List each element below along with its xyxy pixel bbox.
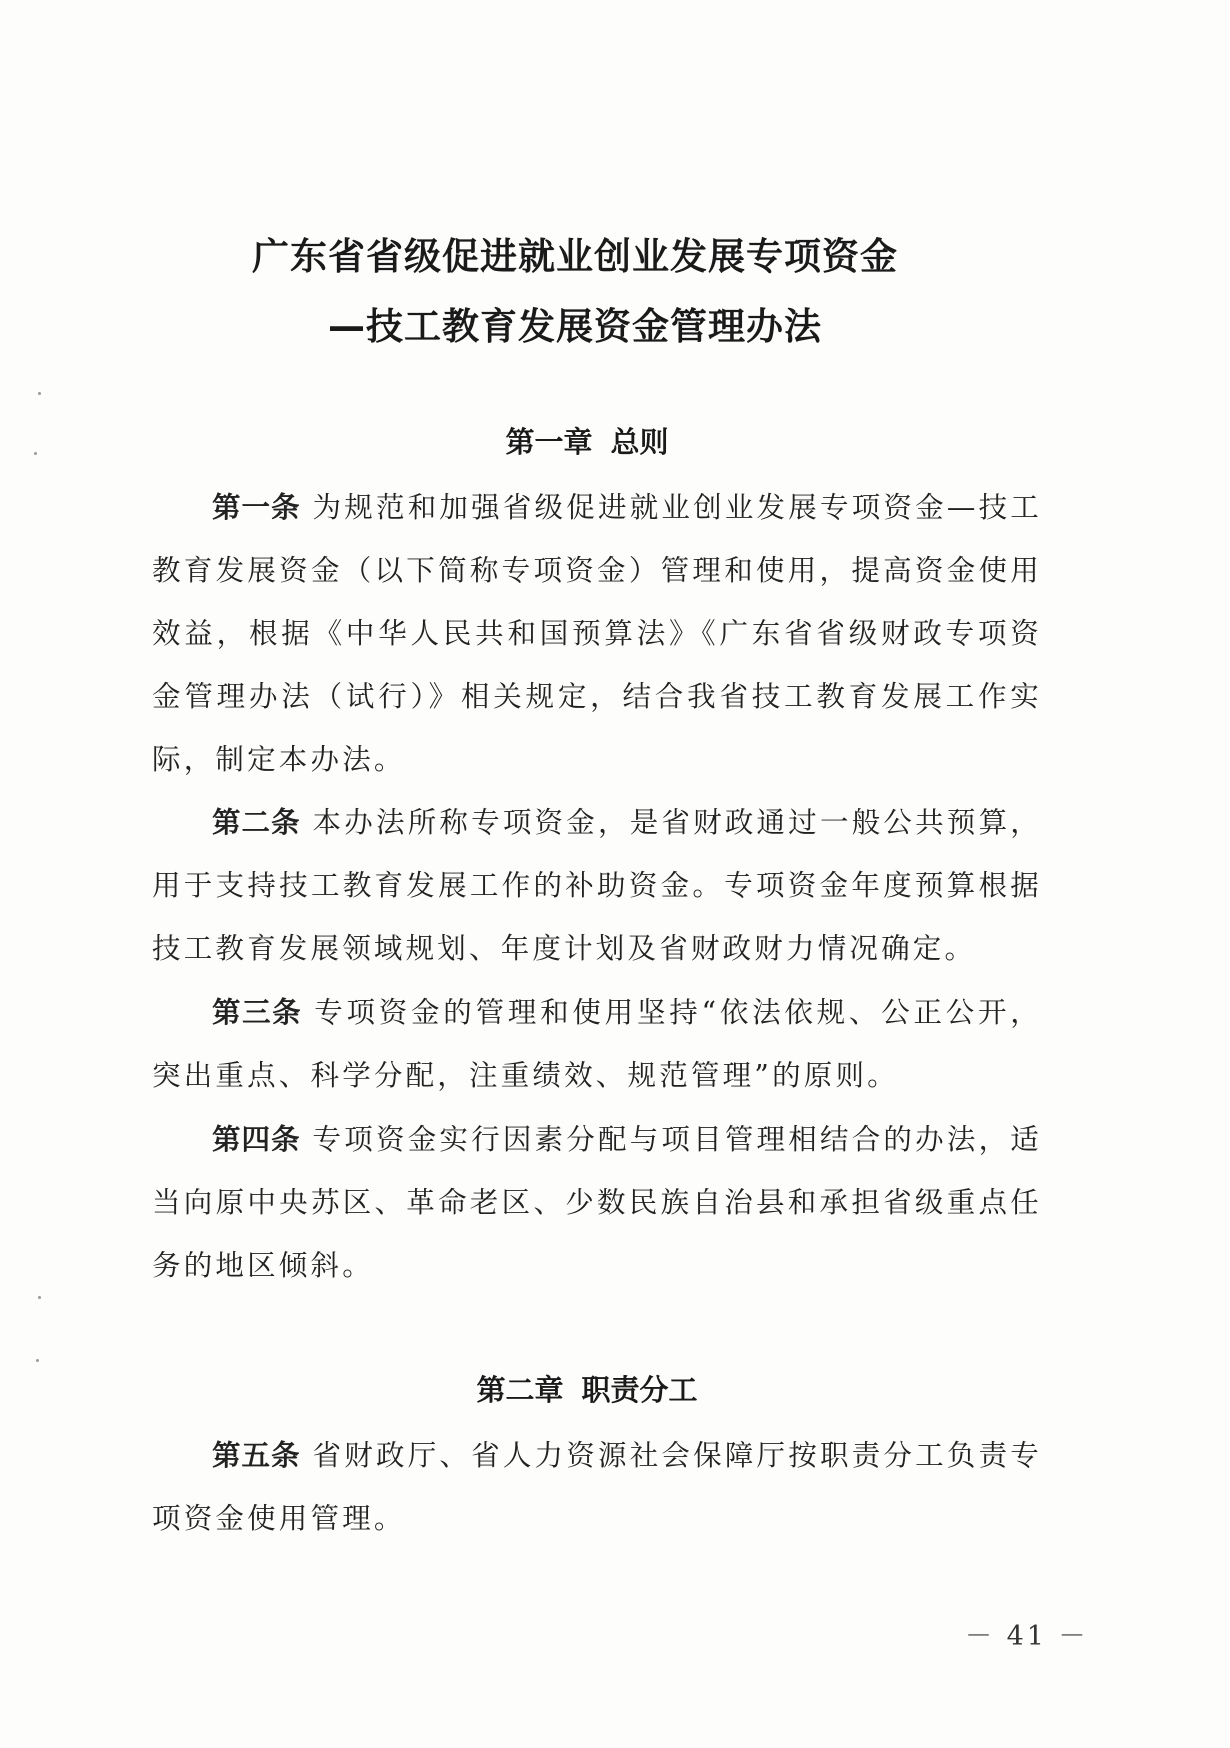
article-label: 第五条	[212, 1439, 301, 1472]
scan-speck	[36, 1359, 39, 1362]
article-paragraph	[152, 1108, 1042, 1297]
article-text: 专项资金实行因素分配与项目管理相结合的办法，适当向原中央苏区、革命老区、少数民族自治县和承担省级重点任务的地区倾斜。	[152, 1123, 1042, 1282]
article-label: 第一条	[212, 491, 301, 524]
article-text: 为规范和加强省级促进就业创业发展专项资金—技工教育发展资金（以下简称专项资金）管理和使用，提高资金使用效益，根据《中华人民共和国预算法》《广东省省级财政专项资金管理办法（试行）》相关规定，结合我省技工教育发展工作实际，制定本办法。	[152, 491, 1042, 776]
article-paragraph	[152, 791, 1042, 980]
article-paragraph	[152, 981, 1042, 1107]
article-paragraph	[152, 1424, 1042, 1550]
article-label: 第三条	[212, 996, 303, 1029]
article-paragraph	[152, 476, 1042, 791]
scan-speck	[38, 392, 41, 395]
chapter-heading-2	[0, 1368, 1202, 1409]
article-label: 第二条	[212, 806, 301, 839]
chapter-name: 职责分工	[581, 1373, 698, 1407]
chapter-heading-1	[0, 420, 1202, 461]
scan-speck	[38, 1296, 41, 1299]
chapter-number: 第二章	[476, 1373, 564, 1407]
article-text: 本办法所称专项资金，是省财政通过一般公共预算，用于支持技工教育发展工作的补助资金。专项资金年度预算根据技工教育发展领域规划、年度计划及省财政财力情况确定。	[152, 806, 1042, 965]
scan-speck	[34, 452, 37, 455]
document-title-line2: —技工教育发展资金管理办法	[328, 305, 822, 348]
article-text: 专项资金的管理和使用坚持“依法依规、公正公开，突出重点、科学分配，注重绩效、规范管理”的原则。	[152, 996, 1042, 1092]
document-title-line1: 广东省省级促进就业创业发展专项资金	[252, 235, 898, 278]
article-text: 省财政厅、省人力资源社会保障厅按职责分工负责专项资金使用管理。	[152, 1439, 1042, 1535]
article-label: 第四条	[212, 1123, 301, 1156]
chapter-number: 第一章	[505, 425, 593, 459]
chapter-name: 总则	[610, 425, 669, 459]
page-number: － 41 －	[965, 1621, 1089, 1652]
